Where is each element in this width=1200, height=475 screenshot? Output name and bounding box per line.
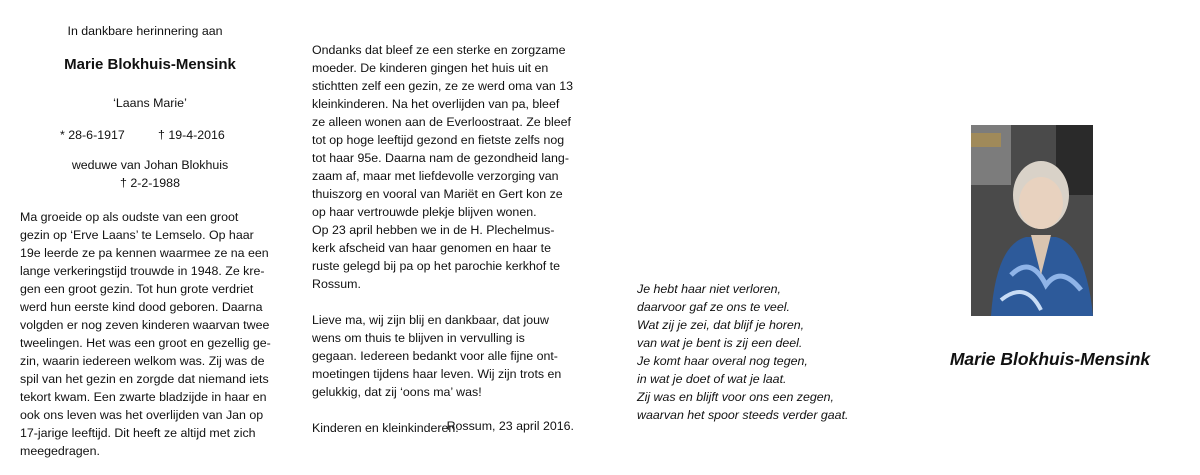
text-line: Op 23 april hebben we in de H. Plechelmus- <box>312 223 555 237</box>
husband-death-date: † 2-2-1988 <box>120 176 180 190</box>
text-line: moeder. De kinderen gingen het huis uit en <box>312 61 549 75</box>
poem-line: Wat zij je zei, dat blijf je horen, <box>637 318 805 332</box>
text-line: kleinkinderen. Na het overlijden van pa, bleef <box>312 97 560 111</box>
poem-line: in wat je doet of wat je laat. <box>637 372 787 386</box>
intro-text: In dankbare herinnering aan <box>67 24 223 38</box>
text-line: zin, waarin iedereen welkom was. Zij was de <box>20 354 265 368</box>
text-line: moetingen tijdens haar leven. Wij zijn trots en <box>312 367 562 381</box>
biography-column-2 <box>312 41 580 437</box>
text-line: wens om thuis te blijven in vervulling is <box>312 331 525 345</box>
nickname: ‘Laans Marie’ <box>113 96 187 110</box>
widow-line: weduwe van Johan Blokhuis <box>71 158 229 172</box>
deceased-name: Marie Blokhuis-Mensink <box>64 56 236 73</box>
text-line: 19e leerde ze pa kennen waarmee ze na een <box>20 246 269 260</box>
signature: Kinderen en kleinkinderen. <box>312 421 459 435</box>
life-dates <box>60 126 260 144</box>
poem-line: Je komt haar overal nog tegen, <box>637 354 808 368</box>
text-line: 17-jarige leeftijd. Dit heeft ze altijd met zich <box>20 426 256 440</box>
text-line: Lieve ma, wij zijn blij en dankbaar, dat jouw <box>312 313 549 327</box>
text-line: gen een groot gezin. Tot hun grote verdriet <box>20 282 254 296</box>
text-line: ook ons leven was het overlijden van Jan op <box>20 408 264 422</box>
text-line: meegedragen. <box>20 444 100 458</box>
poem <box>637 280 877 424</box>
text-line: Ondanks dat bleef ze een sterke en zorgzame <box>312 43 566 57</box>
death-date: † 19-4-2016 <box>158 128 225 142</box>
poem-line: van wat je bent is zij een deel. <box>637 336 803 350</box>
text-line: tekort kwam. Een zwarte bladzijde in haar en <box>20 390 267 404</box>
text-line: ruste gelegd bij pa op het parochie kerkhof te <box>312 259 560 273</box>
poem-line: daarvoor gaf ze ons te veel. <box>637 300 790 314</box>
text-line: zaam af, maar met liefdevolle verzorging van <box>312 169 559 183</box>
poem-line: Je hebt haar niet verloren, <box>637 282 781 296</box>
text-line: gezin op ‘Erve Laans’ te Lemselo. Op haar <box>20 228 254 242</box>
portrait-illustration <box>971 125 1093 316</box>
text-line: kerk afscheid van haar genomen en haar te <box>312 241 552 255</box>
biography-column-1 <box>20 208 300 460</box>
widow-info <box>20 156 280 192</box>
photo-caption: Marie Blokhuis-Mensink <box>949 349 1151 369</box>
text-line: Ma groeide op als oudste van een groot <box>20 210 239 224</box>
text-line: ze alleen wonen aan de Everloostraat. Ze bleef <box>312 115 571 129</box>
place-date: Rossum, 23 april 2016. <box>446 419 574 433</box>
paragraph-gap <box>312 293 580 311</box>
text-line: tweelingen. Het was een groot en gezellig ge- <box>20 336 271 350</box>
text-line: tot haar 95e. Daarna nam de gezondheid lang- <box>312 151 569 165</box>
text-line: spil van het gezin en zorgde dat niemand iets <box>20 372 269 386</box>
text-line: werd hun eerste kind dood geboren. Daarna <box>20 300 263 314</box>
portrait-photo <box>971 125 1093 316</box>
text-line: gegaan. Iedereen bedankt voor alle fijne ont- <box>312 349 558 363</box>
birth-date: * 28-6-1917 <box>60 128 125 142</box>
text-line: lange verkeringstijd trouwde in 1948. Ze kre- <box>20 264 265 278</box>
poem-line: waarvan het spoor steeds verder gaat. <box>637 408 849 422</box>
text-line: op haar vertrouwde plekje blijven wonen. <box>312 205 537 219</box>
text-line: tot op hoge leeftijd gezond en fietste zelfs nog <box>312 133 565 147</box>
poem-line: Zij was en blijft voor ons een zegen, <box>637 390 834 404</box>
text-line: thuiszorg en vooral van Mariët en Gert kon ze <box>312 187 563 201</box>
text-line: gelukkig, dat zij ‘oons ma’ was! <box>312 385 482 399</box>
text-line: volgden er nog zeven kinderen waarvan twee <box>20 318 270 332</box>
text-line: stichtten zelf een gezin, ze ze werd oma van 13 <box>312 79 574 93</box>
text-line: Rossum. <box>312 277 361 291</box>
